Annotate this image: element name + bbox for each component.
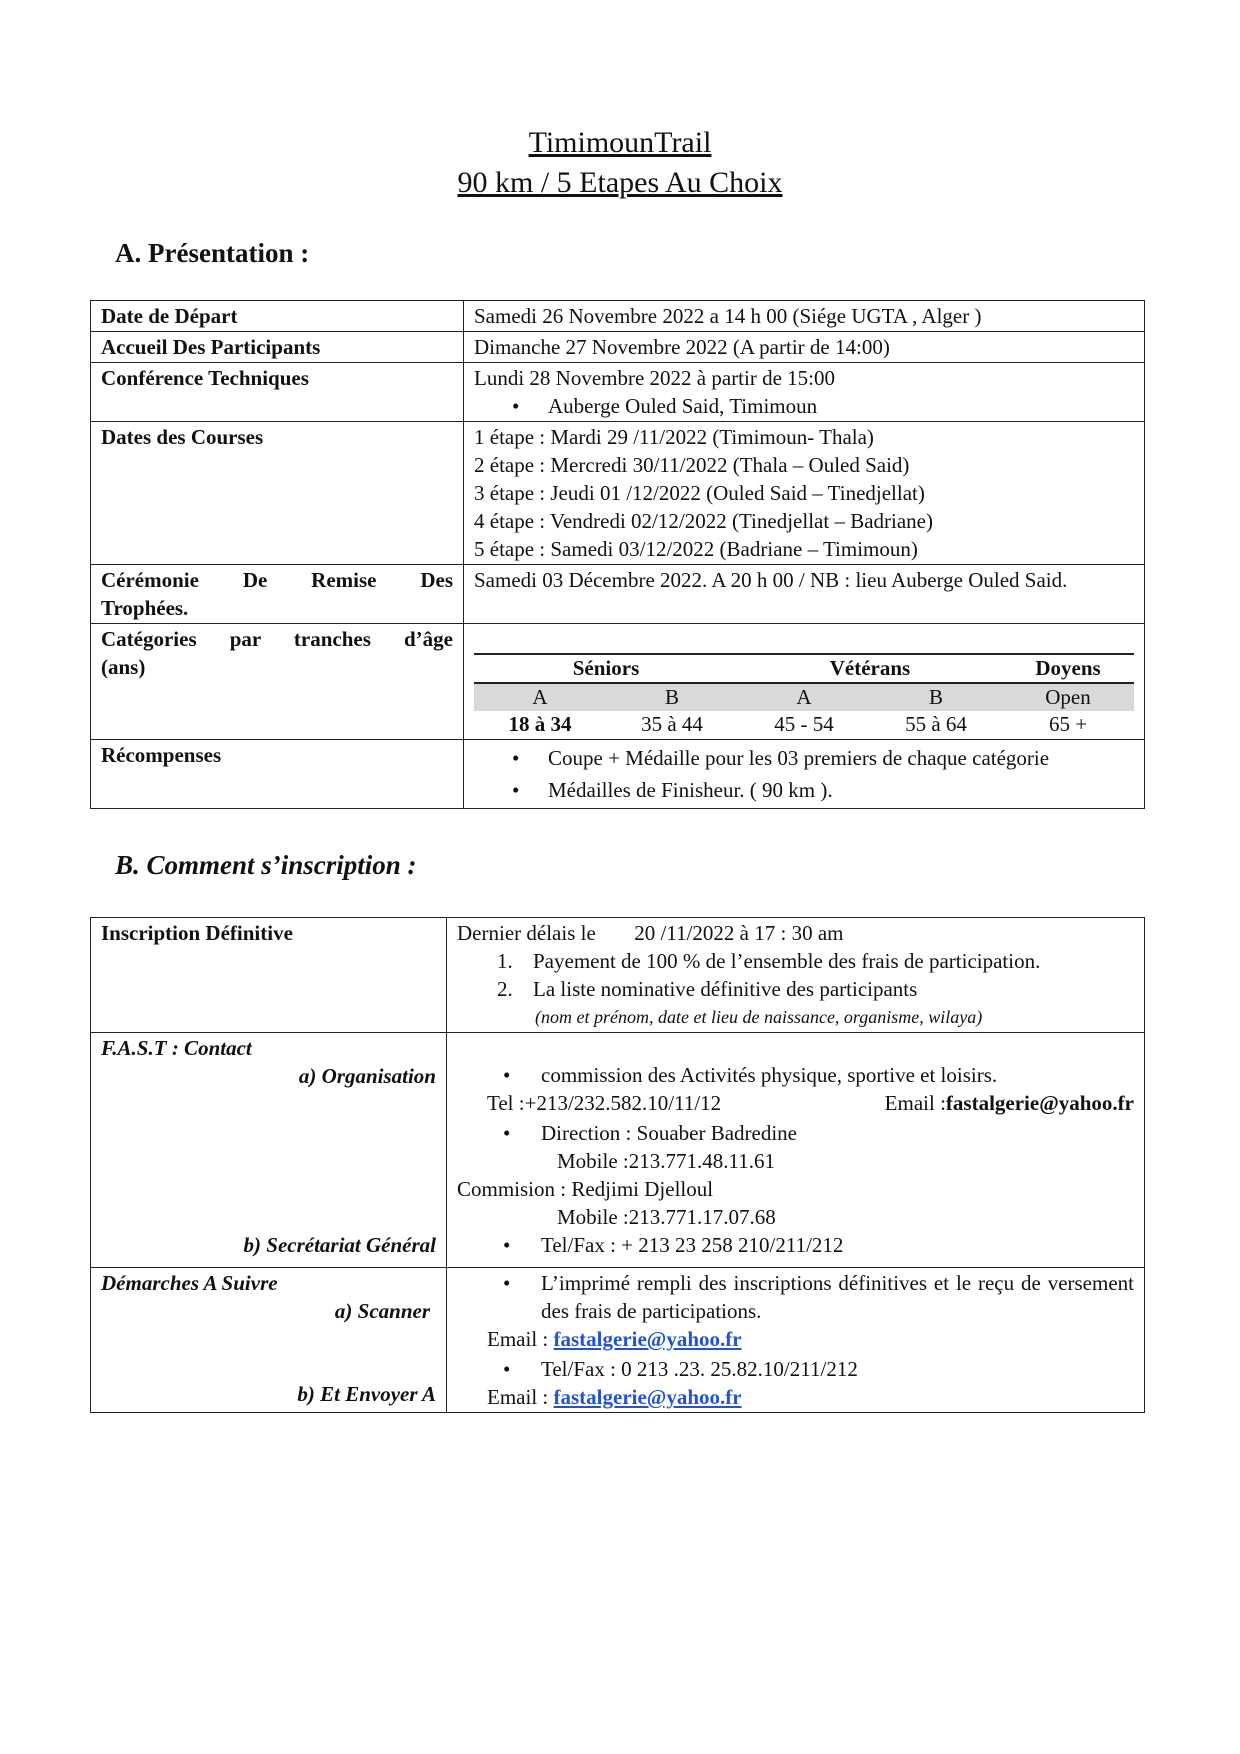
stage-4: 4 étape : Vendredi 02/12/2022 (Tinedjellat – Badriane) <box>474 509 933 533</box>
doc-subtitle: 90 km / 5 Etapes Au Choix <box>457 166 783 199</box>
stage-5: 5 étape : Samedi 03/12/2022 (Badriane – Timimoun) <box>474 537 918 561</box>
section-b-heading: B. Comment s’inscription : <box>115 850 417 880</box>
label-categories-line1: Catégories par tranches d’âge <box>101 627 453 651</box>
item-1-num: 1. <box>497 949 513 973</box>
section-a-heading: A. Présentation : <box>115 238 310 268</box>
value-contact <box>447 1033 1145 1268</box>
sub-veterans-a: A <box>738 683 870 711</box>
item-2-num: 2. <box>497 977 513 1001</box>
contact-label: F.A.S.T : Contact <box>101 1036 252 1060</box>
range-1: 18 à 34 <box>508 712 572 736</box>
value-ceremonie: Samedi 03 Décembre 2022. A 20 h 00 / NB : lieu Auberge Ouled Said. <box>464 565 1145 624</box>
contact-sub-a: a) Organisation <box>298 1064 436 1088</box>
demarches-sub-a: a) Scanner <box>334 1299 430 1323</box>
label-contact <box>91 1033 447 1268</box>
value-demarches <box>447 1268 1145 1413</box>
contact-tel: Tel :+213/232.582.10/11/12 <box>487 1091 722 1115</box>
value-depart: Samedi 26 Novembre 2022 a 14 h 00 (Siége UGTA , Alger ) <box>464 301 1145 332</box>
range-5: 65 + <box>1048 712 1088 736</box>
range-2: 35 à 44 <box>641 712 703 736</box>
label-ceremonie-line2: Trophées. <box>101 596 189 620</box>
categories-ranges <box>474 711 1134 738</box>
stage-1: 1 étape : Mardi 29 /11/2022 (Timimoun- Thala) <box>474 425 874 449</box>
reward-1: • Coupe + Médaille pour les 03 premiers de chaque catégorie <box>474 744 1134 772</box>
row-recompenses <box>91 740 1145 809</box>
deadline-value: 20 /11/2022 à 17 : 30 am <box>634 921 844 945</box>
group-veterans: Vétérans <box>738 654 1002 683</box>
deadline-label: Dernier délais le <box>457 921 596 945</box>
inscription-note: (nom et prénom, date et lieu de naissance, organisme, wilaya) <box>535 1007 983 1027</box>
demarches-email-line <box>457 1325 1134 1353</box>
row-demarches <box>91 1268 1145 1413</box>
sub-veterans-b: B <box>870 683 1002 711</box>
label-ceremonie-line1: Cérémonie De Remise Des <box>101 568 453 592</box>
contact-telfax: • Tel/Fax : + 213 23 258 210/211/212 <box>457 1231 1134 1259</box>
label-courses: Dates des Courses <box>91 422 464 565</box>
range-4: 55 à 64 <box>905 712 967 736</box>
presentation-table <box>90 300 1145 809</box>
value-conference <box>464 363 1145 422</box>
inscription-table <box>90 917 1145 1413</box>
conference-date: Lundi 28 Novembre 2022 à partir de 15:00 <box>474 366 835 390</box>
demarches-sub-b: b) Et Envoyer A <box>297 1382 436 1406</box>
contact-direction-mobile: Mobile :213.771.48.11.61 <box>557 1149 775 1173</box>
categories-table <box>474 653 1134 738</box>
group-seniors: Séniors <box>474 654 738 683</box>
categories-groups <box>474 654 1134 683</box>
contact-commission: • commission des Activités physique, sportive et loisirs. <box>457 1061 1134 1089</box>
contact-commision2-mobile: Mobile :213.771.17.07.68 <box>557 1205 776 1229</box>
sub-doyens-open: Open <box>1002 683 1134 711</box>
demarches-email-link[interactable]: fastalgerie@yahoo.fr <box>553 1327 742 1351</box>
demarches-email-label: Email : <box>487 1327 554 1351</box>
row-conference <box>91 363 1145 422</box>
demarches-label: Démarches A Suivre <box>101 1271 278 1295</box>
stage-2: 2 étape : Mercredi 30/11/2022 (Thala – Ouled Said) <box>474 453 910 477</box>
label-inscription: Inscription Définitive <box>91 918 447 1033</box>
value-categories <box>464 624 1145 740</box>
value-courses <box>464 422 1145 565</box>
group-doyens: Doyens <box>1002 654 1134 683</box>
row-depart <box>91 301 1145 332</box>
label-accueil: Accueil Des Participants <box>91 332 464 363</box>
label-conference: Conférence Techniques <box>91 363 464 422</box>
label-categories <box>91 624 464 740</box>
value-inscription <box>447 918 1145 1033</box>
value-accueil: Dimanche 27 Novembre 2022 (A partir de 14:00) <box>464 332 1145 363</box>
row-courses <box>91 422 1145 565</box>
stage-3: 3 étape : Jeudi 01 /12/2022 (Ouled Said – Tinedjellat) <box>474 481 925 505</box>
deadline <box>457 919 1134 947</box>
item-2-text: La liste nominative définitive des participants <box>533 977 918 1001</box>
doc-title: TimimounTrail <box>528 126 712 159</box>
label-demarches <box>91 1268 447 1413</box>
categories-subs <box>474 683 1134 711</box>
inscription-item-2 <box>457 975 1134 1003</box>
item-1-text: Payement de 100 % de l’ensemble des frais de participation. <box>533 949 1041 973</box>
contact-email: fastalgerie@yahoo.fr <box>945 1091 1134 1115</box>
demarches-email2-label: Email : <box>487 1385 554 1409</box>
contact-commision2: Commision : Redjimi Djelloul <box>457 1177 714 1201</box>
contact-sub-b: b) Secrétariat Général <box>243 1233 436 1257</box>
row-inscription <box>91 918 1145 1033</box>
sub-seniors-a: A <box>474 683 606 711</box>
demarches-email2-line <box>457 1383 1134 1411</box>
label-ceremonie <box>91 565 464 624</box>
label-categories-line2: (ans) <box>101 655 146 679</box>
demarches-telfax: • Tel/Fax : 0 213 .23. 25.82.10/211/212 <box>457 1355 1134 1383</box>
conference-location: • Auberge Ouled Said, Timimoun <box>474 392 1134 420</box>
row-contact <box>91 1033 1145 1268</box>
range-3: 45 - 54 <box>774 712 834 736</box>
inscription-item-1 <box>457 947 1134 975</box>
reward-2: • Médailles de Finisheur. ( 90 km ). <box>474 776 1134 804</box>
row-ceremonie <box>91 565 1145 624</box>
contact-tel-line <box>457 1089 1134 1117</box>
contact-direction: • Direction : Souaber Badredine <box>457 1119 1134 1147</box>
label-depart: Date de Départ <box>91 301 464 332</box>
demarches-email2-link[interactable]: fastalgerie@yahoo.fr <box>553 1385 742 1409</box>
contact-email-wrap <box>885 1089 1134 1117</box>
demarches-item1: • L’imprimé rempli des inscriptions définitives et le reçu de versement des frais de participations. <box>457 1269 1134 1325</box>
value-recompenses <box>464 740 1145 809</box>
sub-seniors-b: B <box>606 683 738 711</box>
row-accueil <box>91 332 1145 363</box>
row-categories <box>91 624 1145 740</box>
contact-email-label: Email : <box>884 1091 946 1115</box>
label-recompenses: Récompenses <box>91 740 464 809</box>
